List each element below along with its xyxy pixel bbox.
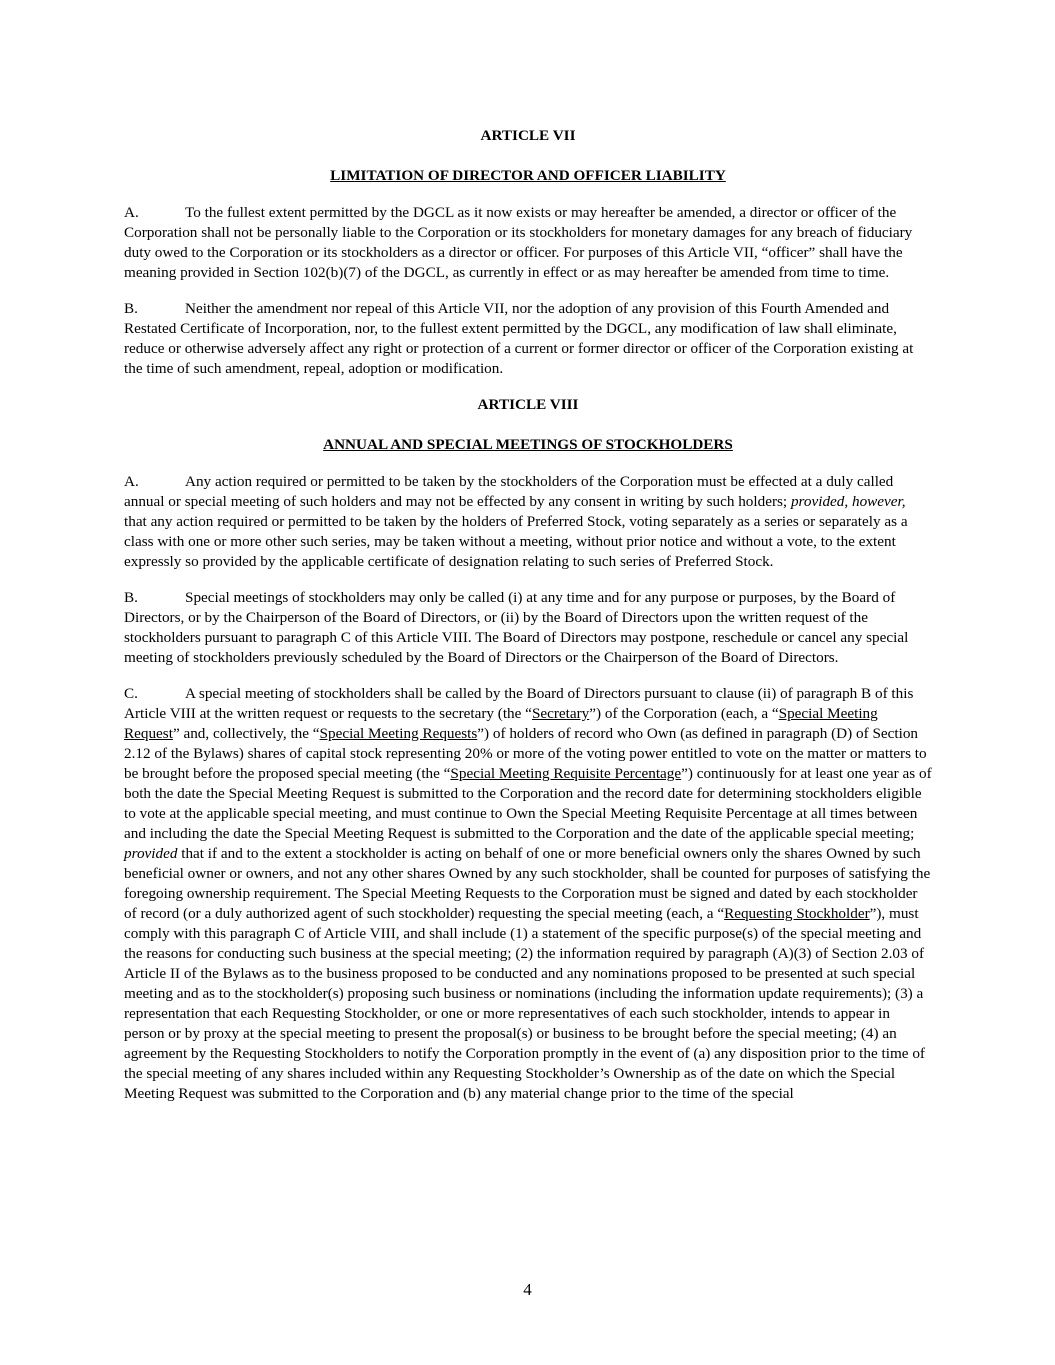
article-viii-paragraph-c — [124, 684, 932, 1104]
paragraph-text: A special meeting of stockholders shall be called by the Board of Directors pursuant to clause (ii) of paragraph B of this Article VIII at the written request or requests to the secretary (the “ — [124, 685, 914, 722]
paragraph-text: Special meetings of stockholders may only be called (i) at any time and for any purpose or purposes, by the Board of Directors, or by the Chairperson of the Board of Directors, or (ii) by the Board of Directors upon the written request of the stockholders pursuant to paragraph C of this Article VIII. The Board of Directors may postpone, reschedule or cancel any special meeting of stockholders previously scheduled by the Board of Directors or the Chairperson of the Board of Directors. — [124, 589, 909, 666]
paragraph-label: A. — [124, 204, 139, 221]
page-number: 4 — [523, 1280, 532, 1299]
paragraph-text: ” and, collectively, the “ — [172, 725, 320, 742]
paragraph-text: that any action required or permitted to be taken by the holders of Preferred Stock, voting separately as a series or separately as a class with one or more other such series, may be taken without a meeting, without prior notice and without a vote, to the extent expressly so provided by the applicable certificate of designation relating to such series of Preferred Stock. — [124, 513, 908, 570]
article-vii-paragraph-b — [124, 299, 932, 379]
paragraph-text: that if and to the extent a stockholder is acting on behalf of one or more beneficial owners only the shares Owned by such beneficial owner or owners, and not any other shares Owned by any such stockholder, shall be counted for purposes of satisfying the foregoing ownership requirement. The Special Meeting Requests to the Corporation must be signed and dated by each stockholder of record (or a duly authorized agent of such stockholder) requesting the special meeting (each, a “ — [124, 845, 931, 922]
paragraph-label: A. — [124, 473, 139, 490]
defined-term: Secretary — [531, 705, 590, 722]
article-vii-title: LIMITATION OF DIRECTOR AND OFFICER LIABILITY — [330, 167, 726, 184]
paragraph-label: B. — [124, 589, 138, 606]
paragraph-text: ”), must comply with this paragraph C of Article VIII, and shall include (1) a statement of the specific purpose(s) of the special meeting and the reasons for conducting such business at the special meeting; (2) the information required by paragraph (A)(3) of Section 2.03 of Article II of the Bylaws as to the business proposed to be conducted and any nominations proposed to be presented at such special meeting and as to the stockholder(s) proposing such business or nominations (including the information update requirements); (3) a representation that each Requesting Stockholder, or one or more representatives of each such stockholder, intends to appear in person or by proxy at the special meeting to present the proposal(s) or business to be brought before the special meeting; (4) an agreement by the Requesting Stockholders to notify the Corporation promptly in the event of (a) any disposition prior to the time of the special meeting of any shares included within any Requesting Stockholder’s Ownership as of the date on which the Special Meeting Request was submitted to the Corporation and (b) any material change prior to the time of the special — [124, 905, 925, 1102]
article-vii-heading: ARTICLE VII — [480, 127, 576, 144]
paragraph-text: ”) continuously for at least one year as of both the date the Special Meeting Request is submitted to the Corporation and the record date for determining stockholders eligible to vote at the applicable special meeting, and must continue to Own the Special Meeting Requisite Percentage at all times between and including the date the Special Meeting Request is submitted to the Corporation and the date of the applicable special meeting; — [124, 765, 932, 842]
italic-term: provided — [124, 845, 178, 862]
article-viii-heading: ARTICLE VIII — [477, 396, 579, 413]
italic-term: provided, however, — [790, 493, 906, 510]
defined-term: Special Meeting Requisite Percentage — [450, 765, 682, 782]
article-viii-title: ANNUAL AND SPECIAL MEETINGS OF STOCKHOLDERS — [323, 436, 733, 453]
paragraph-text: To the fullest extent permitted by the DGCL as it now exists or may hereafter be amended, a director or officer of the Corporation shall not be personally liable to the Corporation or its stockholders for monetary damages for any breach of fiduciary duty owed to the Corporation or its stockholders as a director or officer. For purposes of this Article VII, “officer” shall have the meaning provided in Section 102(b)(7) of the DGCL, as currently in effect or as may hereafter be amended from time to time. — [124, 204, 913, 281]
paragraph-text: Any action required or permitted to be taken by the stockholders of the Corporation must be effected at a duly called annual or special meeting of such holders and may not be effected by any consent in writing by such holders; — [124, 473, 894, 510]
paragraph-label: B. — [124, 300, 138, 317]
defined-term: Special Meeting Request — [124, 705, 878, 742]
paragraph-text: ”) of holders of record who Own (as defined in paragraph (D) of Section 2.12 of the Bylaws) shares of capital stock representing 20% or more of the voting power entitled to vote on the matter or matters to be brought before the proposed special meeting (the “ — [124, 725, 927, 782]
article-viii-paragraph-a — [124, 472, 932, 572]
paragraph-label: C. — [124, 685, 138, 702]
article-viii-paragraph-b — [124, 588, 932, 668]
paragraph-text: Neither the amendment nor repeal of this Article VII, nor the adoption of any provision of this Fourth Amended and Restated Certificate of Incorporation, nor, to the fullest extent permitted by the DGCL, any modification of law shall eliminate, reduce or otherwise adversely affect any right or protection of a current or former director or officer of the Corporation existing at the time of such amendment, repeal, adoption or modification. — [124, 300, 914, 377]
paragraph-text: ”) of the Corporation (each, a “ — [589, 705, 779, 722]
defined-term: Special Meeting Requests — [319, 725, 478, 742]
document-body — [124, 114, 932, 1120]
article-vii-paragraph-a — [124, 203, 932, 283]
defined-term: Requesting Stockholder — [724, 905, 870, 922]
